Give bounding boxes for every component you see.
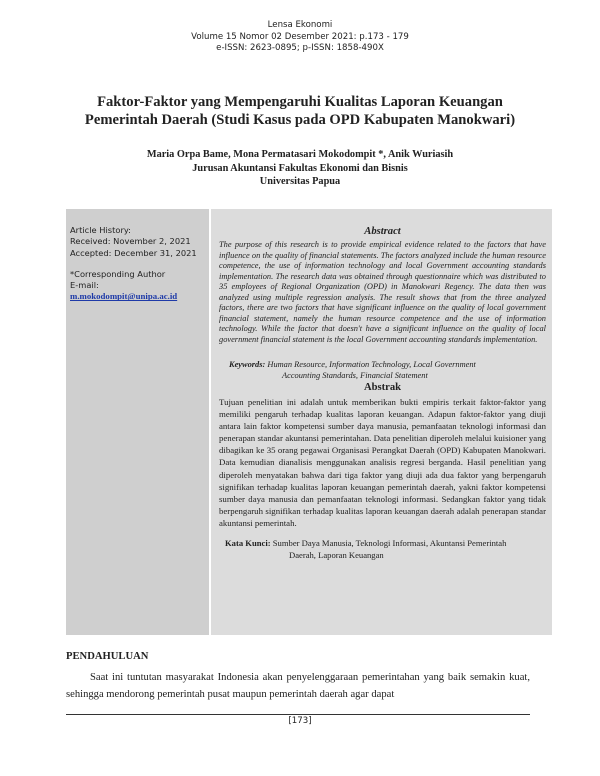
page-number: [173]	[288, 716, 312, 726]
corresponding-label: *Corresponding Author	[70, 268, 166, 279]
journal-volume: Volume 15 Nomor 02 Desember 2021: p.173 - 179	[191, 31, 409, 42]
abstract-en-text: The purpose of this research is to provide empirical evidence related to the factors that have influence on the quality of financial statements. The factors analyzed include the human resource competence, the use of information technology and local Government accounting standards implementation. The research data was obtained through questionnaire which was distributed to 35 employees of Regional Organization (OPD) in Manokwari Regency. The data then was analyzed using multiple regression analysis. The result shows that from the three analyzed factors, there are two factors that have significant influence on the quality of local government financial statement, namely the human resource competence and the use of information technology. While the factor that doesn't have a significant influence on the quality of local government financial statement is the local Government accounting standards implementation.	[219, 240, 546, 344]
keywords-en	[219, 359, 546, 381]
keywords-en-line1: Human Resource, Information Technology, Local Government	[267, 360, 476, 369]
author-university: Universitas Papua	[259, 176, 341, 187]
author-names: Maria Orpa Bame, Mona Permatasari Mokodompit *, Anik Wuriasih	[146, 149, 454, 160]
keywords-en-line2: Accounting Standards, Financial Statement	[282, 371, 428, 380]
intro-paragraph: Saat ini tuntutan masyarakat Indonesia akan penyelenggaraan pemerintahan yang baik semakin kuat, sehingga mendorong pemerintah pusat maupun pemerintah daerah agar dapat	[66, 672, 530, 700]
email-label: E-mail:	[70, 280, 99, 291]
abstract-id-text: Tujuan penelitian ini adalah untuk memberikan bukti empiris terkait faktor-faktor yang memiliki pengaruh terhadap kualitas laporan keuangan. Adapun faktor-faktor yang diuji antara lain faktor kompetensi sumber daya manusia, pemanfaatan teknologi informasi dan penerapan standar akuntansi pemerintahan. Data penelitian diperoleh melalui kuisioner yang dibagikan ke 35 orang pegawai Organisasi Perangkat Daerah (OPD) Kabupaten Manokwari. Data kemudian dianalisis menggunakan analisis regresi berganda. Hasil penelitian yang diperoleh menyatakan bahwa dari tiga faktor yang diuji ada dua faktor yang berpengaruh signifikan terhadap kualitas laporan keuangan pemerintah daerah, yakni faktor kompetensi sumber daya manusia dan pemanfaatan teknologi informasi. Sedangkan faktor yang tidak berpengaruh signifikan terhadap kualitas laporan keuangan daerah adalah penerapan standar akuntansi pemerintah.	[219, 397, 546, 528]
received-date: Received: November 2, 2021	[70, 236, 191, 247]
keywords-en-label: Keywords:	[229, 360, 266, 369]
abstract-id-heading: Abstrak	[363, 382, 402, 393]
keywords-id	[219, 537, 546, 561]
article-info-sidebar	[66, 209, 211, 635]
journal-header	[0, 20, 600, 55]
abstract-box	[66, 209, 552, 635]
journal-issn: e-ISSN: 2623-0895; p-ISSN: 1858-490X	[216, 43, 384, 53]
keywords-id-label: Kata Kunci:	[225, 538, 271, 549]
history-label: Article History:	[70, 225, 131, 235]
corresponding-email-link[interactable]: m.mokodompit@unipa.ac.id	[70, 291, 178, 302]
author-department: Jurusan Akuntansi Fakultas Ekonomi dan Bisnis	[192, 162, 408, 174]
keywords-id-line2: Daerah, Laporan Keuangan	[289, 550, 384, 561]
abstract-en-heading: Abstract	[364, 226, 401, 237]
section-title: PENDAHULUAN	[66, 651, 149, 662]
paper-title: Faktor-Faktor yang Mempengaruhi Kualitas Laporan Keuangan Pemerintah Daerah (Studi Kasus pada OPD Kabupaten Manokwari)	[84, 94, 516, 128]
footer-divider	[66, 714, 530, 715]
keywords-id-line1: Sumber Daya Manusia, Teknologi Informasi, Akuntansi Pemerintah	[272, 538, 507, 549]
author-block	[60, 148, 540, 189]
journal-name: Lensa Ekonomi	[267, 20, 333, 30]
accepted-date: Accepted: December 31, 2021	[70, 247, 197, 258]
abstract-content	[219, 225, 546, 561]
